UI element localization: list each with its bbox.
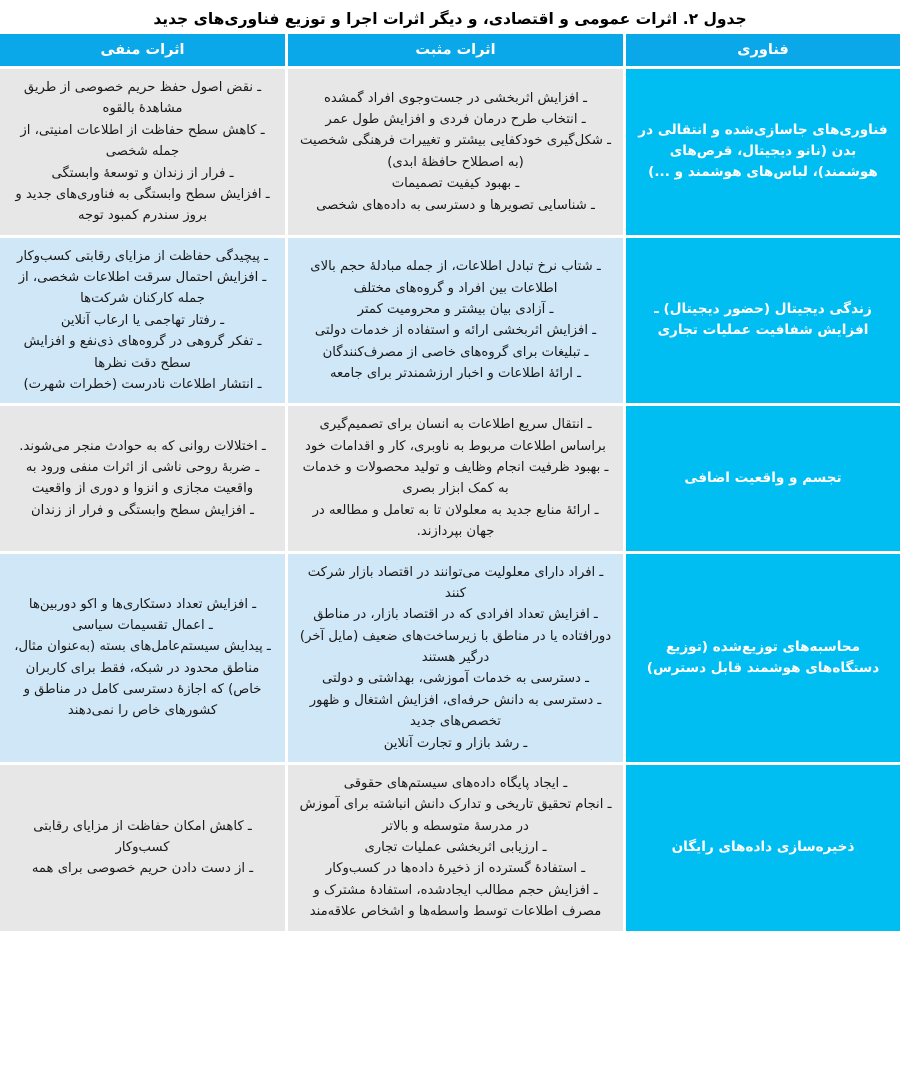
effect-line: ـ افزایش سطح وابستگی به فناوری‌های جدید و بروز سندرم کمبود توجه	[15, 186, 270, 224]
positive-effects-lines	[298, 773, 613, 923]
effect-line: ـ افراد دارای معلولیت می‌توانند در اقتصاد بازار شرکت کنند	[307, 564, 604, 601]
negative-effects-lines	[10, 816, 275, 880]
effect-line: ـ افزایش حجم مطالب ایجادشده، استفادۀ مشترک و مصرف اطلاعات توسط واسطه‌ها و اشخاص علاقه‌مند	[309, 882, 602, 920]
table-head	[0, 34, 900, 69]
table-row	[0, 238, 900, 407]
effect-line: ـ ارائۀ اطلاعات و اخبار ارزشمندتر برای جامعه	[329, 366, 582, 382]
negative-effects-cell	[0, 554, 285, 765]
effect-line: ـ شکل‌گیری خودکفایی بیشتر و تغییرات فرهنگی شخصیت (به اصطلاح حافظۀ ابدی)	[300, 133, 611, 170]
positive-effects-cell	[285, 765, 623, 931]
effect-line: ـ انتشار اطلاعات نادرست (خطرات شهرت)	[23, 376, 262, 392]
effect-line: ـ افزایش احتمال سرقت اطلاعات شخصی، از جمله کارکنان شرکت‌ها	[18, 270, 267, 307]
effect-line: ـ تبلیغات برای گروه‌های خاصی از مصرف‌کنندگان	[322, 344, 589, 360]
table-row	[0, 765, 900, 931]
effect-line: ـ بهبود ظرفیت انجام وظایف و تولید محصولات و خدمات به کمک ابزار بصری	[302, 460, 609, 497]
table-row	[0, 554, 900, 765]
effect-line: ـ از دست دادن حریم خصوصی برای همه	[31, 861, 254, 877]
effect-line: ـ اعمال تقسیمات سیاسی	[72, 617, 213, 633]
effect-line: ـ دسترسی به دانش حرفه‌ای، افزایش اشتغال و ظهور تخصص‌های جدید	[309, 692, 602, 730]
negative-effects-lines	[10, 77, 275, 227]
header-negative-effects: اثرات منفی	[0, 34, 285, 69]
technology-cell: ذخیره‌سازی داده‌های رایگان	[623, 765, 900, 931]
effect-line: ـ انجام تحقیق تاریخی و تدارک دانش انباشته برای آموزش در مدرسۀ متوسطه و بالاتر	[299, 797, 612, 834]
effect-line: ـ شتاب نرخ تبادل اطلاعات، از جمله مبادلۀ حجم بالای اطلاعات بین افراد و گروه‌های مختلف	[310, 259, 601, 296]
effect-line: ـ اختلالات روانی که به حوادث منجر می‌شوند.	[19, 438, 266, 454]
effect-line: ـ افزایش تعداد افرادی که در اقتصاد بازار، در مناطق دورافتاده یا در مناطق با زیرساخت‌های ضعیف (مایل آخر) درگیر هستند	[299, 607, 612, 665]
effect-line: ـ افزایش تعداد دستکاری‌ها و اکو دوربین‌ها	[28, 596, 257, 612]
effect-line: ـ رفتار تهاجمی یا ارعاب آنلاین	[60, 312, 225, 328]
technology-cell: تجسم و واقعیت اضافی	[623, 406, 900, 553]
technology-cell: محاسبه‌های توزیع‌شده (توزیع دستگاه‌های هوشمند قابل دسترس)	[623, 554, 900, 765]
positive-effects-lines	[298, 256, 613, 384]
table-body	[0, 69, 900, 931]
effect-line: ـ پیچیدگی حفاظت از مزایای رقابتی کسب‌وکار	[16, 248, 269, 264]
negative-effects-lines	[10, 594, 275, 722]
effect-line: ـ ضربۀ روحی ناشی از اثرات منفی ورود به واقعیت مجازی و انزوا و دوری از واقعیت	[25, 460, 260, 497]
negative-effects-cell	[0, 69, 285, 238]
table-row	[0, 69, 900, 238]
negative-effects-lines	[10, 436, 275, 522]
effect-line: ـ ارزیابی اثربخشی عملیات تجاری	[364, 840, 547, 855]
effect-line: ـ استفادۀ گستردە از ذخیرۀ داده‌ها در کسب‌وکار	[325, 861, 586, 877]
effect-line: ـ شناسایی تصویرها و دسترسی به داده‌های شخصی	[316, 197, 595, 213]
effect-line: ـ ارائۀ منابع جدید به معلولان تا به تعامل و مطالعه در جهان بپردازند.	[312, 502, 599, 540]
positive-effects-cell	[285, 406, 623, 553]
effect-line: ـ آزادی بیان بیشتر و محرومیت کمتر	[357, 302, 554, 318]
negative-effects-cell	[0, 765, 285, 931]
effect-line: ـ افزایش اثربخشی ارائه و استفاده از خدمات دولتی	[314, 323, 597, 339]
effect-line: ـ کاهش امکان حفاظت از مزایای رقابتی کسب‌وکار	[33, 818, 252, 855]
technology-cell: فناوری‌های جاسازی‌شده و انتقالی در بدن (نانو دیجیتال، قرص‌های هوشمند)، لباس‌های هوشمند و ...)	[623, 69, 900, 238]
effect-line: ـ بهبود کیفیت تصمیمات	[391, 176, 520, 192]
negative-effects-cell	[0, 406, 285, 553]
effect-line: ـ انتخاب طرح درمان فردی و افزایش طول عمر	[325, 112, 586, 128]
effect-line: ـ افزایش اثربخشی در جست‌وجوی افراد گمشده	[324, 90, 587, 106]
positive-effects-lines	[298, 88, 613, 216]
effect-line: ـ ایجاد پایگاه داده‌های سیستم‌های حقوقی	[343, 775, 568, 791]
effect-line: ـ رشد بازار و تجارت آنلاین	[383, 735, 528, 751]
table-caption: جدول ۲. اثرات عمومی و اقتصادی، و دیگر اثرات اجرا و توزیع فناوری‌های جدید	[153, 10, 747, 28]
negative-effects-lines	[10, 246, 275, 396]
table-row	[0, 406, 900, 553]
positive-effects-lines	[298, 414, 613, 542]
effect-line: ـ دسترسی به خدمات آموزشی، بهداشتی و دولتی	[322, 671, 589, 687]
header-row	[0, 34, 900, 69]
effect-line: ـ فرار از زندان و توسعۀ وابستگی	[51, 165, 234, 181]
negative-effects-cell	[0, 238, 285, 407]
effect-line: ـ نقض اصول حفظ حریم خصوصی از طریق مشاهدۀ بالقوه	[23, 80, 262, 117]
positive-effects-cell	[285, 554, 623, 765]
effect-line: ـ تفکر گروهی در گروه‌های ذی‌نفع و افزایش سطح دقت نظرها	[23, 334, 262, 371]
header-technology: فناوری	[623, 34, 900, 69]
effect-line: ـ پیدایش سیستم‌عامل‌های بسته (به‌عنوان مثال، مناطق محدود در شبکه، فقط برای کاربران خاص) که اجازۀ دسترسی کامل در مناطق و کشورهای خاص را نمی‌دهند	[14, 639, 271, 719]
technology-cell: زندگی دیجیتال (حضور دیجیتال) ـ افزایش شفافیت عملیات تجاری	[623, 238, 900, 407]
positive-effects-cell	[285, 69, 623, 238]
positive-effects-cell	[285, 238, 623, 407]
effect-line: ـ انتقال سریع اطلاعات به انسان برای تصمیم‌گیری براساس اطلاعات مربوط به ناوبری، کار و اقدامات خود	[305, 417, 606, 454]
effect-line: ـ افزایش سطح وابستگی و فرار از زندان	[30, 502, 255, 518]
effects-table	[0, 34, 900, 931]
effect-line: ـ کاهش سطح حفاظت از اطلاعات امنیتی، از جمله شخصی	[20, 122, 265, 160]
positive-effects-lines	[298, 562, 613, 754]
header-positive-effects: اثرات مثبت	[285, 34, 623, 69]
